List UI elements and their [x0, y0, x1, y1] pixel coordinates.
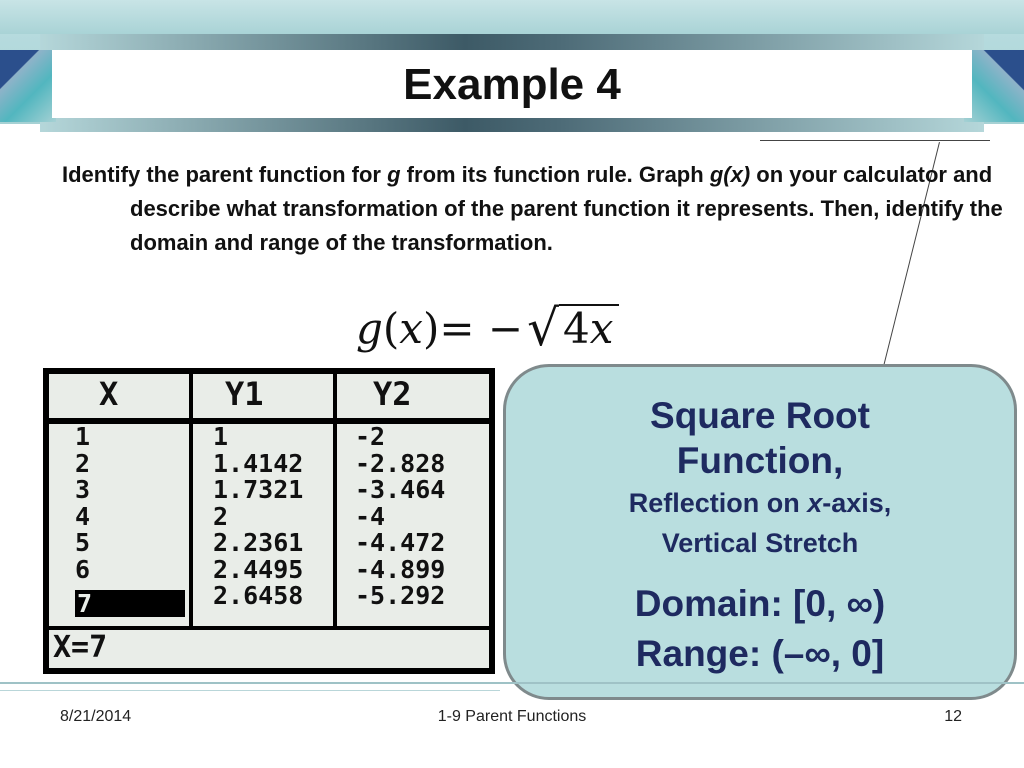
answer-range: Range: (–∞, 0] [635, 633, 885, 674]
row-cursor-highlight: 7 [75, 590, 185, 617]
calculator-table-screenshot [43, 368, 495, 674]
footer-rule [0, 682, 1024, 684]
slide-title: Example 4 [403, 60, 621, 109]
answer-title-line1: Square Root [650, 395, 870, 436]
answer-transformation-2: Vertical Stretch [661, 528, 859, 558]
answer-title-line2: Function, [676, 440, 844, 481]
title-stripe-bottom [40, 118, 984, 132]
answer-transformation-1: Reflection on x-axis, [628, 488, 892, 518]
answer-callout [503, 364, 1017, 700]
problem-prompt: Identify the parent function for g from its function rule. Graph g(x) on your calculator and describe what transformation of the parent function it represents. Then, identify the domain and range of the transformation. [62, 162, 1003, 255]
column-y1: Y1 1 1.4142 1.7321 2 2.2361 2.4495 2.6458 [213, 375, 304, 610]
title-stripe-top [40, 34, 984, 50]
decorative-line [760, 140, 990, 141]
calculator-status-line: X=7 [53, 630, 108, 665]
footer-rule-thin [0, 690, 500, 691]
top-band [0, 0, 1024, 34]
column-x: X 1 2 3 4 5 6 [75, 375, 119, 584]
square-root-symbol: √ [527, 299, 559, 357]
footer-page-number: 12 [944, 708, 962, 725]
function-formula: g ( x ) = − √ 4x [356, 296, 619, 360]
column-y2: Y2 -2 -2.828 -3.464 -4 -4.472 -4.899 -5.292 [355, 375, 446, 610]
footer-date: 8/21/2014 [60, 708, 132, 725]
answer-domain: Domain: [0, ∞) [634, 583, 886, 624]
footer-title: 1-9 Parent Functions [437, 708, 587, 725]
